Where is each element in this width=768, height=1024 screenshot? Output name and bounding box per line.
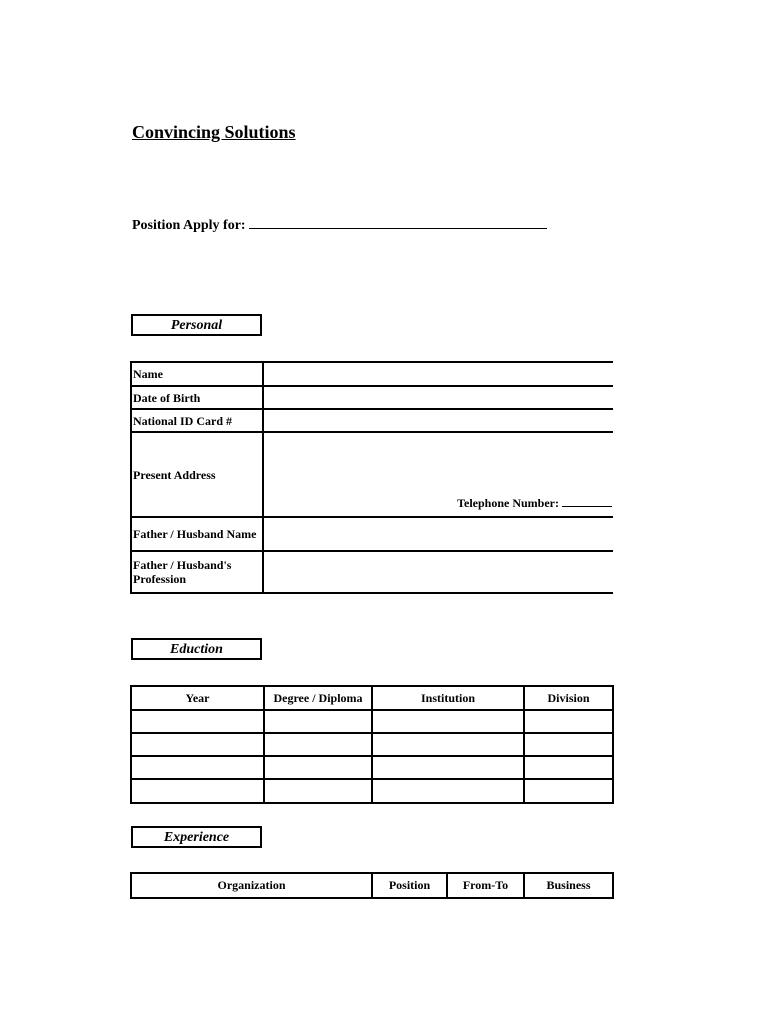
table-row <box>131 733 613 756</box>
table-row <box>131 710 613 733</box>
table-cell[interactable] <box>524 756 613 779</box>
document-title: Convincing Solutions <box>132 122 296 142</box>
telephone-blank[interactable] <box>562 496 612 507</box>
national-id-label: National ID Card # <box>131 409 263 432</box>
table-cell[interactable] <box>264 733 372 756</box>
father-husband-profession-field[interactable] <box>263 551 613 593</box>
table-cell[interactable] <box>264 779 372 803</box>
section-header-experience: Experience <box>131 826 262 848</box>
table-header-row <box>131 686 613 710</box>
position-apply-line <box>132 216 547 234</box>
column-header-year: Year <box>131 686 264 710</box>
column-header-organization: Organization <box>131 873 372 898</box>
father-husband-name-field[interactable] <box>263 517 613 551</box>
table-row <box>131 551 613 593</box>
table-row <box>131 409 613 432</box>
table-row <box>131 517 613 551</box>
table-cell[interactable] <box>372 710 524 733</box>
table-row <box>131 362 613 386</box>
table-row <box>131 779 613 803</box>
present-address-label: Present Address <box>131 432 263 517</box>
table-cell[interactable] <box>264 710 372 733</box>
position-apply-blank[interactable] <box>249 216 547 229</box>
education-table <box>130 685 614 804</box>
table-cell[interactable] <box>264 756 372 779</box>
table-cell[interactable] <box>524 710 613 733</box>
column-header-division: Division <box>524 686 613 710</box>
father-husband-name-label: Father / Husband Name <box>131 517 263 551</box>
table-cell[interactable] <box>524 779 613 803</box>
personal-table <box>130 361 613 594</box>
telephone-number <box>457 496 612 511</box>
date-of-birth-field[interactable] <box>263 386 613 409</box>
table-cell[interactable] <box>131 733 264 756</box>
column-header-position: Position <box>372 873 447 898</box>
father-husband-profession-label: Father / Husband's Profession <box>131 551 263 593</box>
section-header-education: Eduction <box>131 638 262 660</box>
name-label: Name <box>131 362 263 386</box>
column-header-business: Business <box>524 873 613 898</box>
column-header-from-to: From-To <box>447 873 524 898</box>
position-apply-label: Position Apply for: <box>132 218 246 233</box>
table-header-row <box>131 873 613 898</box>
table-row <box>131 756 613 779</box>
column-header-degree: Degree / Diploma <box>264 686 372 710</box>
table-row <box>131 432 613 517</box>
name-field[interactable] <box>263 362 613 386</box>
table-cell[interactable] <box>372 756 524 779</box>
table-cell[interactable] <box>131 756 264 779</box>
experience-table <box>130 872 614 899</box>
present-address-field[interactable] <box>263 432 613 517</box>
table-cell[interactable] <box>131 779 264 803</box>
table-cell[interactable] <box>372 779 524 803</box>
column-header-institution: Institution <box>372 686 524 710</box>
section-header-personal: Personal <box>131 314 262 336</box>
national-id-field[interactable] <box>263 409 613 432</box>
table-row <box>131 386 613 409</box>
date-of-birth-label: Date of Birth <box>131 386 263 409</box>
telephone-label: Telephone Number: <box>457 496 559 510</box>
table-cell[interactable] <box>524 733 613 756</box>
table-cell[interactable] <box>131 710 264 733</box>
table-cell[interactable] <box>372 733 524 756</box>
